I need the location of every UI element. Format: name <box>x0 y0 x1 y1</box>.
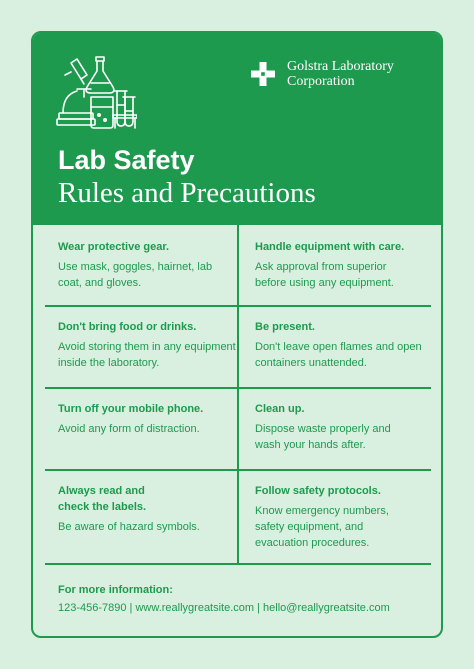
company-name <box>287 59 427 89</box>
contact-info: 123-456-7890 | www.reallygreatsite.com | hello@reallygreatsite.com <box>58 602 390 614</box>
medical-cross-icon <box>251 62 275 86</box>
rule-item <box>58 239 244 291</box>
rule-title: Be present. <box>255 321 315 333</box>
rule-text: Avoid storing them in any equipment inside the laboratory. <box>58 341 236 369</box>
company-name-line2: Corporation <box>287 74 355 89</box>
rule-text: Use mask, goggles, hairnet, lab coat, and gloves. <box>58 261 213 289</box>
rule-item <box>255 401 441 453</box>
rule-text: Dispose waste properly and wash your hands after. <box>255 423 391 451</box>
contact-footer <box>58 582 390 616</box>
rule-text: Be aware of hazard symbols. <box>58 521 200 533</box>
page-title: Lab Safety <box>58 145 195 175</box>
rule-text: Ask approval from superior before using any equipment. <box>255 261 394 289</box>
rule-title: Wear protective gear. <box>58 241 170 253</box>
rule-title: Clean up. <box>255 403 305 415</box>
rule-title: Follow safety protocols. <box>255 485 381 497</box>
lab-equipment-icon <box>55 53 137 133</box>
grid-divider <box>45 305 431 307</box>
poster-header <box>33 33 441 225</box>
rule-item <box>255 319 441 371</box>
rule-title: Turn off your mobile phone. <box>58 403 204 415</box>
grid-divider <box>45 387 431 389</box>
grid-divider <box>45 563 431 565</box>
rule-item <box>58 483 244 535</box>
rule-title: Don't bring food or drinks. <box>58 321 197 333</box>
rule-text: Avoid any form of distraction. <box>58 423 200 435</box>
rule-title: Handle equipment with care. <box>255 241 405 253</box>
rule-text: Don't leave open flames and open containers unattended. <box>255 341 422 369</box>
footer-label: For more information: <box>58 584 173 596</box>
rule-item <box>255 239 441 291</box>
safety-poster-card <box>31 31 443 638</box>
rule-item <box>58 401 244 437</box>
rule-item <box>58 319 244 371</box>
company-name-line1: Golstra Laboratory <box>287 59 394 74</box>
brand <box>251 59 427 89</box>
grid-divider <box>45 469 431 471</box>
rule-item <box>255 483 441 551</box>
rule-text: Know emergency numbers, safety equipment, and evacuation procedures. <box>255 505 389 549</box>
page-subtitle: Rules and Precautions <box>58 177 316 209</box>
rule-title: Always read and check the labels. <box>58 485 147 513</box>
